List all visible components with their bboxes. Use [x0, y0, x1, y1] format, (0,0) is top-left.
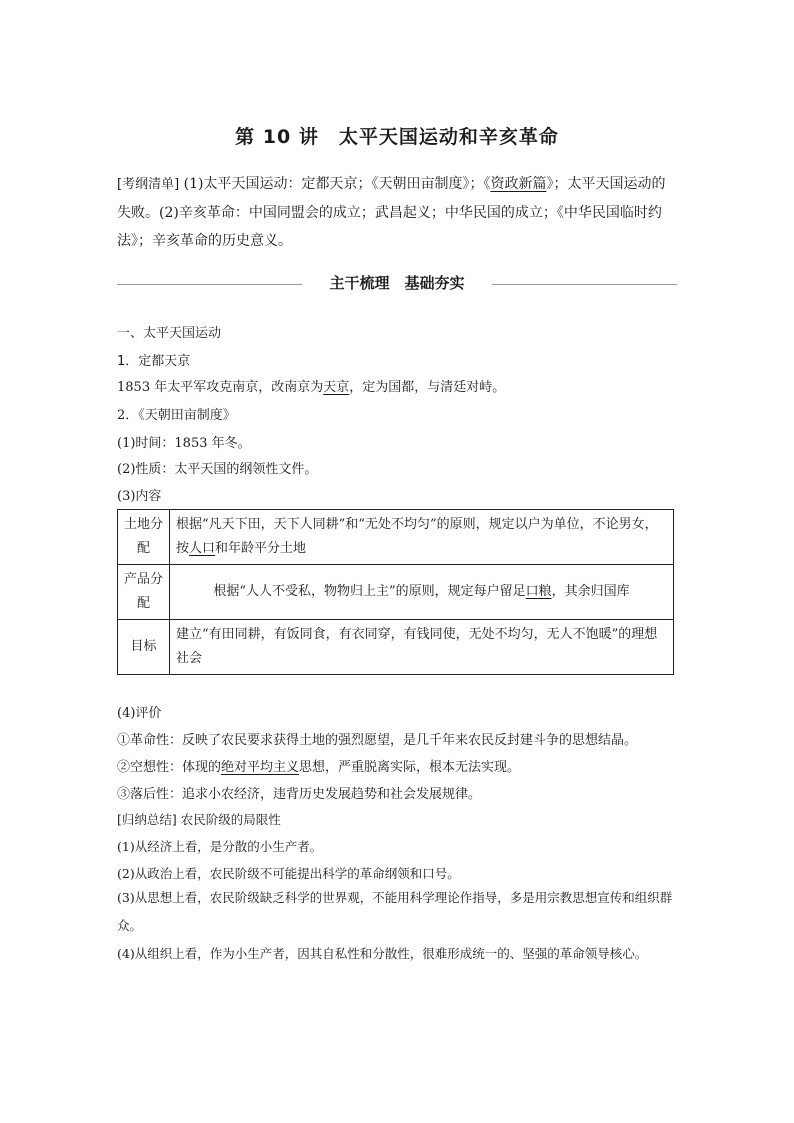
table-row-head: 目标 — [118, 620, 170, 675]
table-row-head: 土地分配 — [118, 510, 170, 565]
syllabus-text-a: (1)太平天国运动：定都天京；《天朝田亩制度》；《 — [183, 176, 491, 192]
summary-title: 农民阶级的局限性 — [180, 812, 281, 827]
land-system-table — [117, 509, 674, 675]
cell-text-a: 根据“人人不受私，物物归上主”的原则，规定每户留足 — [213, 584, 526, 599]
cell-text-a: 根据“凡天下田，天下人同耕”和“无处不均匀”的原则，规定以户为单位，不论男女，按 — [176, 517, 658, 556]
summary-point-4: (4)从组织上看，作为小生产者，因其自私性和分散性，很难形成统一的、坚强的革命领导核心。 — [117, 946, 648, 961]
evaluation-label: (4)评价 — [117, 706, 162, 721]
table-row-cell — [170, 620, 674, 675]
capital-text-a: 1853 年太平军攻克南京，改南京为 — [117, 380, 324, 395]
heading-capital: 1．定都天京 — [117, 354, 191, 369]
capital-underlined-term: 天京 — [323, 380, 350, 395]
syllabus-tag: [考纲清单] — [117, 177, 180, 192]
summary-heading — [117, 810, 281, 828]
divider-line-right — [492, 284, 677, 285]
summary-tag: [归纳总结] — [117, 812, 177, 827]
evaluation-item-1: ①革命性：反映了农民要求获得土地的强烈愿望，是几千年来农民反封建斗争的思想结晶。 — [117, 733, 638, 748]
cell-underlined-term: 口粮 — [525, 584, 552, 599]
syllabus-text-b: 》；太平天国运动的失败。(2)辛亥革命：中国同盟会的成立；武昌起义；中华民国的成立；《中华民国临时约法》；辛亥革命的历史意义。 — [117, 176, 666, 249]
lesson-title: 第 10 讲 太平天国运动和辛亥革命 — [235, 126, 559, 148]
capital-text-b: ，定为国都，与清廷对峙。 — [349, 380, 506, 395]
evaluation-item-3: ③落后性：追求小农经济，违背历史发展趋势和社会发展规律。 — [117, 787, 482, 802]
capital-text — [117, 376, 505, 395]
evaluation-underlined-term: 绝对平均主义 — [221, 760, 300, 775]
divider-line-left — [117, 284, 302, 285]
land-system-time: (1)时间：1853 年冬。 — [117, 436, 251, 451]
syllabus-underlined-term: 资政新篇 — [490, 176, 547, 192]
heading-taiping-movement: 一、太平天国运动 — [117, 326, 222, 341]
evaluation-item-2-a: ②空想性：体现的 — [117, 760, 222, 775]
land-system-nature: (2)性质：太平天国的纲领性文件。 — [117, 462, 318, 477]
table-row — [118, 510, 674, 565]
cell-text-b: 和年龄平分土地 — [215, 541, 307, 556]
cell-text-b: ，其余归国库 — [551, 584, 630, 599]
evaluation-item-2 — [117, 756, 520, 775]
evaluation-item-2-b: 思想，严重脱离实际，根本无法实现。 — [299, 760, 521, 775]
cell-underlined-term: 人口 — [189, 541, 216, 556]
section-divider — [117, 270, 677, 300]
syllabus-outline — [117, 170, 677, 255]
table-row-cell — [170, 510, 674, 565]
cell-text-a: 建立“有田同耕，有饭同食，有衣同穿，有钱同使，无处不均匀，无人不饱暖”的理想社会 — [176, 627, 658, 666]
summary-point-2: (2)从政治上看，农民阶级不可能提出科学的革命纲领和口号。 — [117, 866, 460, 881]
table-row — [118, 565, 674, 620]
land-system-content-label: (3)内容 — [117, 489, 162, 504]
summary-point-1: (1)从经济上看，是分散的小生产者。 — [117, 839, 323, 854]
section-heading: 主干梳理 基础夯实 — [329, 274, 465, 292]
table-row-cell — [170, 565, 674, 620]
heading-land-system: 2．《天朝田亩制度》 — [117, 408, 236, 423]
summary-point-3: (3)从思想上看，农民阶级缺乏科学的世界观，不能用科学理论作指导，多是用宗教思想宣传和组织群众。 — [117, 890, 673, 933]
table-row — [118, 620, 674, 675]
table-row-head: 产品分配 — [118, 565, 170, 620]
